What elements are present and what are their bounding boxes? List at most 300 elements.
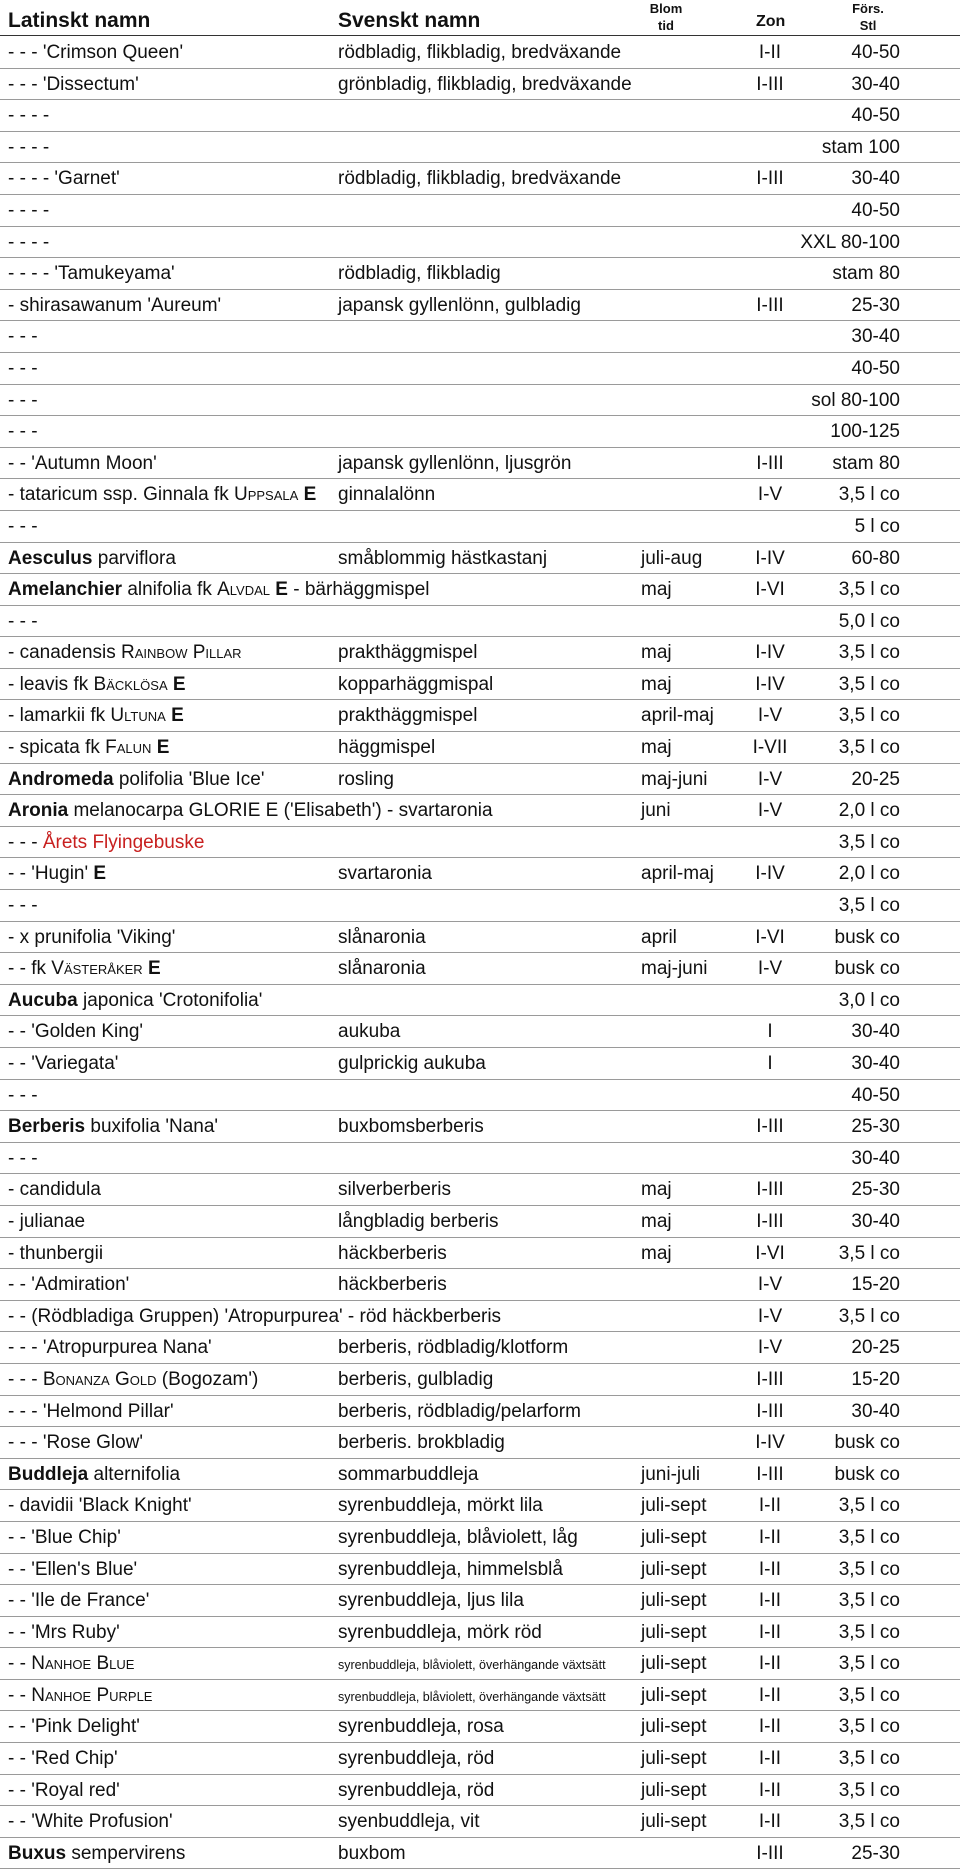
name-text: - - - xyxy=(8,389,38,411)
swedish-name: kopparhäggmispal xyxy=(338,673,494,695)
table-row xyxy=(0,1617,960,1649)
supply-size: 3,5 l co xyxy=(838,484,900,506)
swedish-name: gulprickig aukuba xyxy=(338,1053,486,1074)
latin-name xyxy=(8,1053,118,1075)
supply-size: sol 80-100 xyxy=(811,389,900,411)
name-text: - shirasawanum 'Aureum' xyxy=(8,294,222,316)
supply-size: 30-40 xyxy=(851,326,900,348)
supply-size: 3,5 l co xyxy=(838,1526,900,1548)
swedish-name: syrenbuddleja, blåviolett, överhängande växtsätt xyxy=(338,1689,606,1704)
zone: I-VI xyxy=(755,1242,785,1264)
swedish-name: berberis. brokbladig xyxy=(338,1432,505,1454)
supply-size: busk co xyxy=(834,1463,900,1485)
name-text: - - - - 'Garnet' xyxy=(8,168,120,190)
table-row xyxy=(0,163,960,195)
genus-name: Aronia xyxy=(8,800,69,822)
bloom-time: april-maj xyxy=(641,863,714,885)
latin-name xyxy=(8,1179,101,1201)
zone: I-III xyxy=(756,1463,784,1485)
swedish-name: rödbladig, flikbladig xyxy=(338,263,501,285)
supply-size: 3,5 l co xyxy=(838,1558,900,1580)
bloom-time: juli-sept xyxy=(641,1748,707,1770)
latin-name xyxy=(8,705,184,727)
latin-name xyxy=(8,990,262,1012)
latin-name xyxy=(8,1085,38,1107)
name-text: - - - xyxy=(8,1368,43,1390)
table-row xyxy=(0,1554,960,1586)
latin-name xyxy=(8,200,49,222)
supply-size: 30-40 xyxy=(851,1400,900,1422)
table-row xyxy=(0,1206,960,1238)
swedish-name: rödbladig, flikbladig, bredväxande xyxy=(338,168,622,190)
bloom-time: juli-sept xyxy=(641,1811,707,1833)
zone: I-V xyxy=(757,800,783,822)
table-row xyxy=(0,416,960,448)
latin-name xyxy=(8,105,49,127)
bloom-time: maj xyxy=(641,1242,672,1264)
supply-size: 3,5 l co xyxy=(838,1305,900,1327)
cultivar-trade-name: Nanhoe Purple xyxy=(31,1684,153,1706)
name-text: - - - 'Helmond Pillar' xyxy=(8,1400,174,1422)
zone: I-II xyxy=(758,1811,782,1833)
cultivar-trade-name: Nanhoe Blue xyxy=(31,1653,135,1675)
table-row xyxy=(0,1806,960,1838)
zone: I-II xyxy=(758,1748,782,1770)
bloom-time: juni xyxy=(641,800,671,822)
supply-size: 3,5 l co xyxy=(838,895,900,917)
supply-size: 25-30 xyxy=(851,1116,900,1138)
swedish-name: berberis, rödbladig/klotform xyxy=(338,1337,569,1359)
zone: I-III xyxy=(756,1116,784,1138)
name-text: - - 'White Profusion' xyxy=(8,1811,173,1833)
supply-size: 3,5 l co xyxy=(838,1242,900,1264)
latin-name xyxy=(8,1653,134,1675)
genus-name: Andromeda xyxy=(8,768,114,790)
name-text: - thunbergii xyxy=(8,1242,104,1264)
latin-name xyxy=(8,1685,152,1707)
table-row xyxy=(0,732,960,764)
name-text: - - 'Pink Delight' xyxy=(8,1716,140,1738)
name-text: - - - xyxy=(8,610,38,632)
name-text: - - - - xyxy=(8,199,50,221)
table-row xyxy=(0,795,960,827)
zone: I-III xyxy=(756,1210,784,1232)
swedish-name: syrenbuddleja, himmelsblå xyxy=(338,1558,563,1580)
latin-name xyxy=(8,1401,174,1423)
header-latin: Latinskt namn xyxy=(8,9,151,32)
table-row xyxy=(0,353,960,385)
zone: I-II xyxy=(758,1558,782,1580)
name-text: parviflora xyxy=(92,547,176,569)
table-row xyxy=(0,1332,960,1364)
supply-size: 30-40 xyxy=(851,1021,900,1043)
zone: I-IV xyxy=(755,1432,785,1454)
latin-name xyxy=(8,1780,120,1802)
swedish-name: syrenbuddleja, ljus lila xyxy=(338,1590,524,1612)
swedish-name: ginnalalönn xyxy=(338,484,436,506)
name-text: - - 'Admiration' xyxy=(8,1274,130,1296)
table-row xyxy=(0,1680,960,1712)
name-text: - - 'Golden King' xyxy=(8,1021,144,1043)
supply-size: 3,5 l co xyxy=(838,1653,900,1675)
supply-size: 3,5 l co xyxy=(838,1495,900,1517)
table-row xyxy=(0,1775,960,1807)
table-row xyxy=(0,1048,960,1080)
header-bloom-time xyxy=(648,0,684,34)
table-row xyxy=(0,448,960,480)
name-text: buxifolia 'Nana' xyxy=(85,1116,219,1138)
name-text: - - - - xyxy=(8,136,50,158)
latin-name xyxy=(8,1559,137,1581)
supply-size: 3,5 l co xyxy=(838,1590,900,1612)
supply-size: 60-80 xyxy=(851,547,900,569)
supply-size: 40-50 xyxy=(851,105,900,127)
zone: I-VI xyxy=(755,926,785,948)
supply-size: 20-25 xyxy=(851,768,900,790)
supply-size: 40-50 xyxy=(851,1084,900,1106)
cultivar-trade-name: Falun xyxy=(105,737,152,759)
header-zone: Zon xyxy=(756,13,786,30)
supply-size: 3,5 l co xyxy=(838,831,900,853)
zone: I-III xyxy=(756,73,784,95)
latin-name xyxy=(8,1716,140,1738)
name-text: (Bogozam') xyxy=(156,1368,259,1390)
genus-name: Aucuba xyxy=(8,989,78,1011)
cultivar-trade-name: Bonanza Gold xyxy=(42,1368,157,1390)
name-text: - - - xyxy=(8,1084,38,1106)
latin-name xyxy=(8,548,176,570)
name-text: alternifolia xyxy=(88,1463,181,1485)
genus-name: Aesculus xyxy=(8,547,93,569)
latin-name xyxy=(8,895,38,917)
table-row xyxy=(0,858,960,890)
table-row xyxy=(0,1711,960,1743)
supply-size: busk co xyxy=(834,958,900,980)
name-text: - - 'Ellen's Blue' xyxy=(8,1558,138,1580)
table-row xyxy=(0,227,960,259)
bloom-time: juli-sept xyxy=(641,1779,707,1801)
table-row xyxy=(0,258,960,290)
latin-name xyxy=(8,1243,103,1265)
table-row xyxy=(0,1238,960,1270)
supply-size: 3,5 l co xyxy=(838,1811,900,1833)
genus-name: Berberis xyxy=(8,1116,86,1138)
name-text: - - 'Variegata' xyxy=(8,1053,119,1074)
bloom-time: april-maj xyxy=(641,705,714,727)
supply-size: 30-40 xyxy=(851,1210,900,1232)
table-row xyxy=(0,700,960,732)
swedish-name: syrenbuddleja, rosa xyxy=(338,1716,504,1738)
latin-name xyxy=(8,1148,38,1170)
table-row xyxy=(0,1743,960,1775)
table-row xyxy=(0,827,960,859)
name-text: - - - 'Dissectum' xyxy=(8,73,139,95)
header-bloom-line2: tid xyxy=(658,18,674,33)
supply-size: 2,0 l co xyxy=(838,800,900,822)
latin-name xyxy=(8,958,161,980)
latin-name xyxy=(8,1116,218,1138)
latin-name xyxy=(8,579,430,601)
zone: I xyxy=(767,1021,773,1043)
bloom-time: maj xyxy=(641,1179,672,1201)
bloom-time: maj xyxy=(641,642,672,664)
name-text: - - 'Royal red' xyxy=(8,1779,120,1801)
name-text: - - - xyxy=(8,326,38,348)
genus-name: Buxus xyxy=(8,1842,67,1864)
zone: I-V xyxy=(757,958,783,980)
latin-name xyxy=(8,769,264,791)
bloom-time: juli-sept xyxy=(641,1684,707,1706)
supply-size: 3,5 l co xyxy=(838,1621,900,1643)
name-text: - - (Rödbladiga Gruppen) 'Atropurpurea' - röd häckberberis xyxy=(8,1305,502,1327)
table-row xyxy=(0,1838,960,1869)
table-row xyxy=(0,321,960,353)
table-row xyxy=(0,1269,960,1301)
name-text: - lamarkii fk xyxy=(8,705,111,727)
zone: I-IV xyxy=(755,863,785,885)
table-row xyxy=(0,637,960,669)
swedish-name: häckberberis xyxy=(338,1242,447,1264)
swedish-name: syrenbuddleja, blåviolett, överhängande växtsätt xyxy=(338,1658,606,1673)
supply-size: stam 100 xyxy=(821,136,900,158)
table-row xyxy=(0,1174,960,1206)
swedish-name: rosling xyxy=(338,768,394,790)
zone: I-V xyxy=(757,484,783,506)
supply-size: 3,5 l co xyxy=(838,1779,900,1801)
supply-size: 3,5 l co xyxy=(838,579,900,601)
table-row xyxy=(0,385,960,417)
bloom-time: juni-juli xyxy=(641,1463,701,1485)
name-text: - - 'Blue Chip' xyxy=(8,1526,121,1548)
latin-name xyxy=(8,453,157,475)
zone: I-V xyxy=(757,705,783,727)
supply-size: 40-50 xyxy=(851,199,900,221)
supply-size: busk co xyxy=(834,1432,900,1454)
table-row xyxy=(0,669,960,701)
bloom-time: juli-sept xyxy=(641,1653,707,1675)
supply-size: 3,5 l co xyxy=(838,705,900,727)
latin-name xyxy=(8,137,49,159)
supply-size: 30-40 xyxy=(851,73,900,95)
swedish-name: slånaronia xyxy=(338,926,426,948)
latin-name xyxy=(8,1811,173,1833)
table-row xyxy=(0,37,960,69)
supply-size: 3,0 l co xyxy=(838,989,900,1011)
latin-name xyxy=(8,1622,120,1644)
supply-size: 100-125 xyxy=(830,421,900,443)
cultivar-trade-name: Västeråker xyxy=(51,958,143,980)
swedish-name: buxbom xyxy=(338,1842,406,1864)
swedish-name: häckberberis xyxy=(338,1274,447,1296)
bloom-time: maj xyxy=(641,673,672,695)
table-row xyxy=(0,290,960,322)
cultivar-trade-name: Rainbow Pillar xyxy=(121,642,242,664)
genus-name: Buddleja xyxy=(8,1463,89,1485)
supply-size: 40-50 xyxy=(851,357,900,379)
latin-name xyxy=(8,232,49,254)
header-size xyxy=(850,0,886,34)
name-text: - - - xyxy=(8,515,38,537)
name-text: - - - xyxy=(8,831,43,853)
name-text: - leavis fk xyxy=(8,673,94,695)
supply-size: 2,0 l co xyxy=(838,863,900,885)
supply-size: 15-20 xyxy=(851,1368,900,1390)
swedish-name: syrenbuddleja, blåviolett, låg xyxy=(338,1526,578,1548)
table-body xyxy=(0,37,960,1869)
zone: I-II xyxy=(758,1495,782,1517)
zone: I-II xyxy=(758,1590,782,1612)
supply-size: 30-40 xyxy=(851,168,900,190)
name-text: - - - 'Crimson Queen' xyxy=(8,42,184,63)
bloom-time: juli-sept xyxy=(641,1621,707,1643)
e-mark: E xyxy=(275,579,288,601)
table-row xyxy=(0,1016,960,1048)
supply-size: stam 80 xyxy=(832,452,900,474)
table-row xyxy=(0,1080,960,1112)
highlight-note: Årets Flyingebuske xyxy=(42,831,205,853)
latin-name xyxy=(8,74,139,96)
name-text: - - 'Autumn Moon' xyxy=(8,452,157,474)
table-row xyxy=(0,69,960,101)
table-row xyxy=(0,1111,960,1143)
latin-name xyxy=(8,358,38,380)
cultivar-trade-name: Ultuna xyxy=(110,705,166,727)
zone: I-V xyxy=(757,768,783,790)
name-text: - - - - xyxy=(8,105,50,127)
swedish-name: aukuba xyxy=(338,1021,401,1043)
latin-name xyxy=(8,1432,143,1454)
bloom-time: juli-sept xyxy=(641,1526,707,1548)
swedish-name: långbladig berberis xyxy=(338,1210,499,1232)
name-text: melanocarpa GLORIE E ('Elisabeth') - svartaronia xyxy=(68,800,493,822)
supply-size: stam 80 xyxy=(832,263,900,285)
zone: I-III xyxy=(756,294,784,316)
name-text: japonica 'Crotonifolia' xyxy=(77,989,263,1011)
table-row xyxy=(0,953,960,985)
swedish-name: japansk gyllenlönn, gulbladig xyxy=(338,294,581,316)
e-mark: E xyxy=(171,705,184,727)
supply-size: 20-25 xyxy=(851,1337,900,1359)
table-row xyxy=(0,1396,960,1428)
table-row xyxy=(0,1459,960,1491)
header-bloom-line1: Blom xyxy=(649,1,683,16)
zone: I-V xyxy=(757,1305,783,1327)
name-text: - - - - 'Tamukeyama' xyxy=(8,263,175,285)
name-text: - bärhäggmispel xyxy=(287,579,430,601)
zone: I xyxy=(767,1053,773,1074)
supply-size: 3,5 l co xyxy=(838,642,900,664)
zone: I-III xyxy=(756,1179,784,1201)
supply-size: 3,5 l co xyxy=(838,1716,900,1738)
swedish-name: syrenbuddleja, mörk röd xyxy=(338,1621,542,1643)
swedish-name: berberis, rödbladig/pelarform xyxy=(338,1400,581,1422)
swedish-name: syrenbuddleja, röd xyxy=(338,1779,495,1801)
swedish-name: berberis, gulbladig xyxy=(338,1368,494,1390)
zone: I-III xyxy=(756,168,784,190)
latin-name xyxy=(8,1021,143,1043)
supply-size: 3,5 l co xyxy=(838,673,900,695)
latin-name xyxy=(8,1369,258,1391)
latin-name xyxy=(8,1306,501,1328)
swedish-name: prakthäggmispel xyxy=(338,705,478,727)
zone: I-VII xyxy=(752,737,788,759)
swedish-name: småblommig hästkastanj xyxy=(338,547,548,569)
supply-size: 40-50 xyxy=(851,42,900,63)
name-text: alnifolia fk xyxy=(122,579,218,601)
swedish-name: sommarbuddleja xyxy=(338,1463,479,1485)
swedish-name: syrenbuddleja, röd xyxy=(338,1748,495,1770)
name-text: - - xyxy=(8,1653,32,1675)
table-row xyxy=(0,1648,960,1680)
zone: I-VI xyxy=(755,579,785,601)
table-row xyxy=(0,574,960,606)
name-text: - - - xyxy=(8,421,38,443)
bloom-time: maj xyxy=(641,1210,672,1232)
latin-name xyxy=(8,516,38,538)
zone: I-II xyxy=(758,1526,782,1548)
header-size-line1: Förs. xyxy=(852,1,884,16)
table-row xyxy=(0,1490,960,1522)
zone: I-II xyxy=(758,1779,782,1801)
bloom-time: maj-juni xyxy=(641,768,708,790)
latin-name xyxy=(8,1527,121,1549)
table-row xyxy=(0,1364,960,1396)
latin-name xyxy=(8,737,169,759)
supply-size: 3,5 l co xyxy=(838,737,900,759)
header-size-line2: Stl xyxy=(859,18,877,33)
name-text: - - - 'Atropurpurea Nana' xyxy=(8,1337,212,1359)
zone: I-III xyxy=(756,1842,784,1864)
name-text: - - 'Red Chip' xyxy=(8,1748,118,1770)
zone: I-II xyxy=(758,1653,782,1675)
cultivar-trade-name: Alvdal xyxy=(217,579,270,601)
supply-size: 30-40 xyxy=(851,1147,900,1169)
bloom-time: juli-sept xyxy=(641,1495,707,1517)
zone: I-II xyxy=(758,1716,782,1738)
table-row xyxy=(0,985,960,1017)
swedish-name: syrenbuddleja, mörkt lila xyxy=(338,1495,543,1517)
latin-name xyxy=(8,1748,118,1770)
supply-size: busk co xyxy=(834,926,900,948)
bloom-time: maj-juni xyxy=(641,958,708,980)
supply-size: 15-20 xyxy=(851,1274,900,1296)
table-row xyxy=(0,1143,960,1175)
table-row xyxy=(0,1301,960,1333)
supply-size: 25-30 xyxy=(851,294,900,316)
table-row xyxy=(0,606,960,638)
e-mark: E xyxy=(156,737,170,759)
zone: I-IV xyxy=(755,547,785,569)
latin-name xyxy=(8,1590,149,1612)
e-mark: E xyxy=(172,673,186,695)
swedish-name: häggmispel xyxy=(338,737,436,759)
swedish-name: silverberberis xyxy=(338,1179,451,1201)
name-text: - - 'Hugin' xyxy=(8,863,94,885)
swedish-name: japansk gyllenlönn, ljusgrön xyxy=(338,452,572,474)
zone: I-III xyxy=(756,1368,784,1390)
table-row xyxy=(0,1522,960,1554)
swedish-name: syenbuddleja, vit xyxy=(338,1811,480,1833)
table-row xyxy=(0,132,960,164)
name-text: - canadensis xyxy=(8,642,122,664)
latin-name xyxy=(8,832,204,854)
supply-size: 25-30 xyxy=(851,1842,900,1864)
name-text: polifolia 'Blue Ice' xyxy=(113,768,265,790)
latin-name xyxy=(8,263,175,285)
latin-name xyxy=(8,927,175,949)
latin-name xyxy=(8,168,120,190)
supply-size: 5,0 l co xyxy=(838,610,900,632)
